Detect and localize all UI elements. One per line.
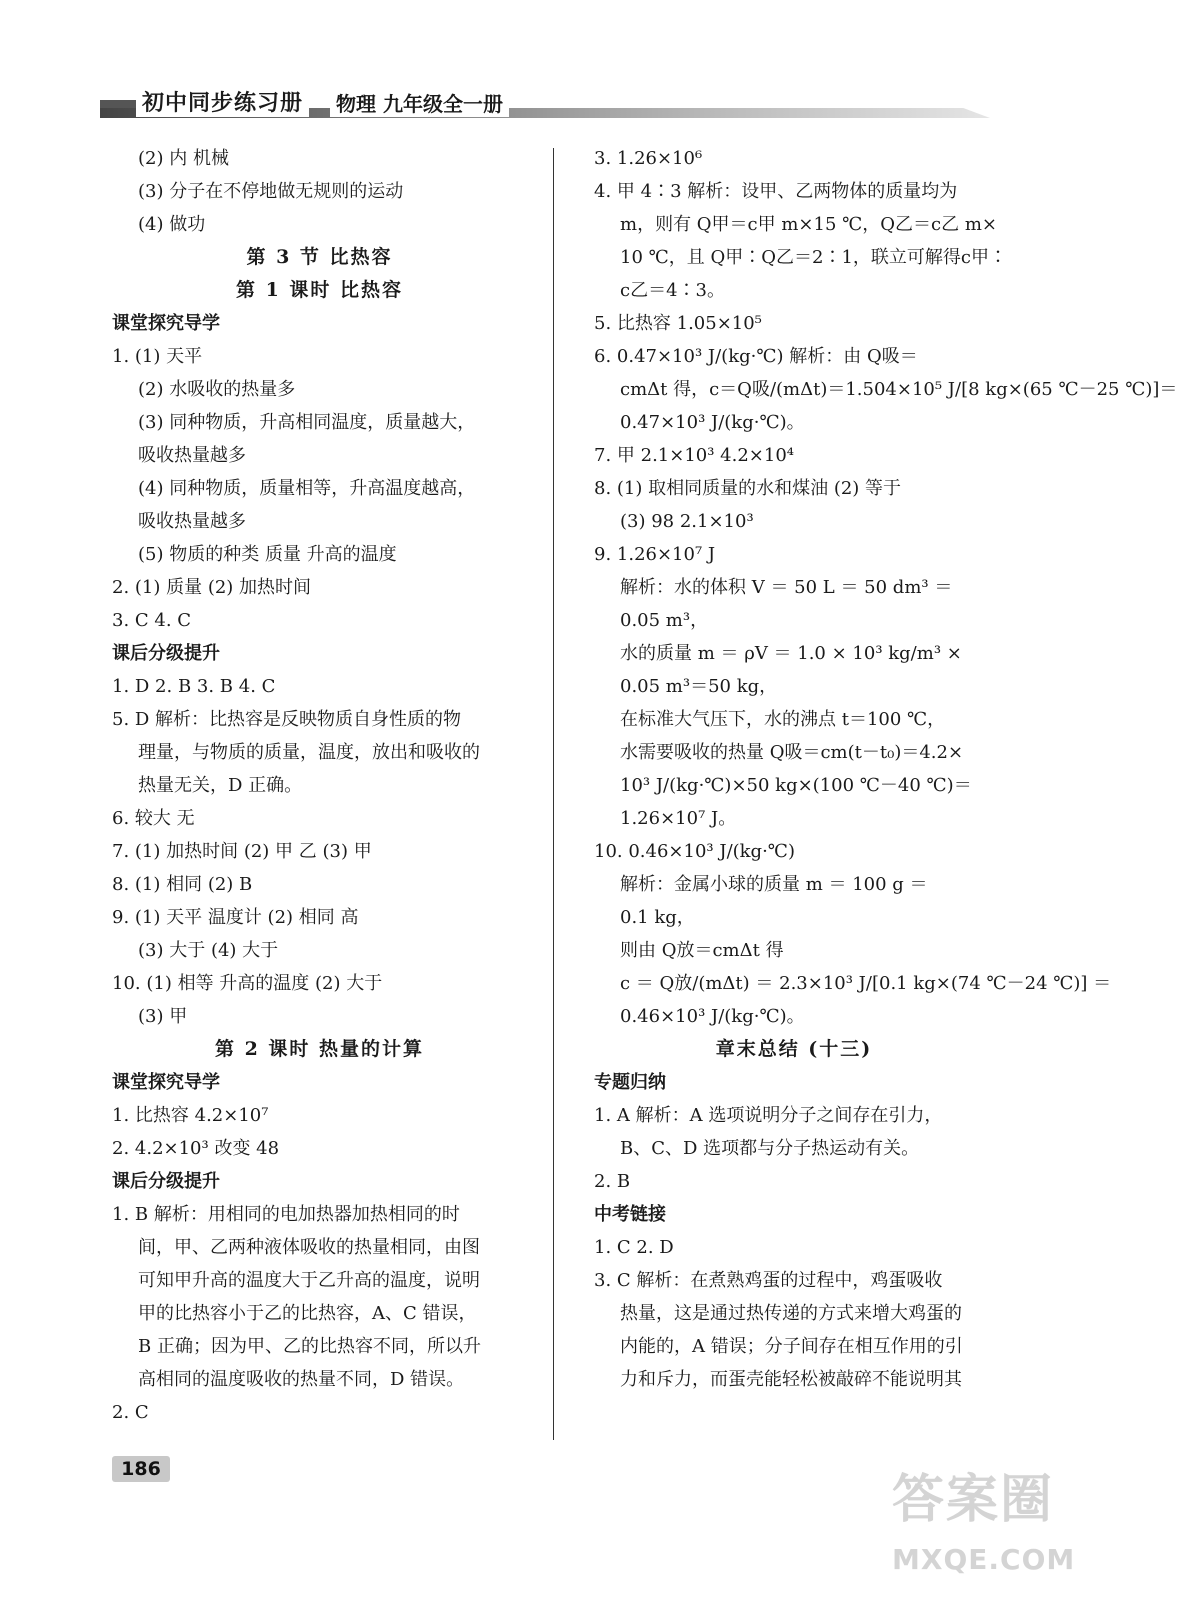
subject-title: 物理 九年级全一册	[330, 88, 509, 117]
right-column-line: 5. 比热容 1.05×10⁵	[594, 313, 762, 334]
right-column-line: 热量，这是通过热传递的方式来增大鸡蛋的	[620, 1303, 962, 1324]
left-column-line: (3) 大于 (4) 大于	[138, 940, 279, 961]
right-column-line: 3. 1.26×10⁶	[594, 148, 703, 169]
page-number: 186	[112, 1456, 170, 1482]
right-column-line: B、C、D 选项都与分子热运动有关。	[620, 1138, 920, 1159]
right-column-line: 0.05 m³＝50 kg，	[620, 676, 778, 697]
right-column-line: 则由 Q放＝cmΔt 得	[620, 940, 784, 961]
left-column-line: 7. (1) 加热时间 (2) 甲 乙 (3) 甲	[112, 841, 372, 862]
left-column-line: (4) 做功	[138, 214, 206, 235]
right-column-line: 中考链接	[594, 1204, 666, 1225]
right-column-line: 0.46×10³ J/(kg·℃)。	[620, 1006, 805, 1027]
watermark-logo	[892, 1460, 1082, 1595]
right-column-line: 1. A 解析：A 选项说明分子之间存在引力，	[594, 1105, 943, 1126]
right-column-line: 在标准大气压下，水的沸点 t＝100 ℃，	[620, 709, 946, 730]
left-column-line: 第 1 课时 比热容	[235, 279, 404, 301]
right-column-line: 解析：金属小球的质量 m ＝ 100 g ＝	[620, 874, 928, 895]
left-column-line: 甲的比热容小于乙的比热容，A、C 错误，	[138, 1303, 477, 1324]
right-column-line: 7. 甲 2.1×10³ 4.2×10⁴	[594, 445, 794, 466]
left-column-line: (3) 同种物质，升高相同温度，质量越大，	[138, 412, 476, 433]
series-title: 初中同步练习册	[136, 86, 309, 117]
right-column-line: cmΔt 得，c＝Q吸/(mΔt)＝1.504×10⁵ J/[8 kg×(65 ℃－25 ℃)]＝	[620, 379, 1177, 400]
left-column-line: (2) 水吸收的热量多	[138, 379, 296, 400]
left-column-line: (3) 甲	[138, 1006, 188, 1027]
header-accent	[100, 100, 140, 108]
right-column-line: 章末总结 (十三)	[715, 1038, 873, 1060]
left-column-line: 10. (1) 相等 升高的温度 (2) 大于	[112, 973, 383, 994]
right-column-line: 3. C 解析：在煮熟鸡蛋的过程中，鸡蛋吸收	[594, 1270, 943, 1291]
left-column-line: 吸收热量越多	[138, 445, 246, 466]
right-column-line: c ＝ Q放/(mΔt) ＝ 2.3×10³ J/[0.1 kg×(74 ℃－24 ℃)] ＝	[620, 973, 1112, 994]
left-column-line: 6. 较大 无	[112, 808, 195, 829]
left-column-line: 2. 4.2×10³ 改变 48	[112, 1138, 280, 1159]
right-column-line: 0.47×10³ J/(kg·℃)。	[620, 412, 805, 433]
left-column-line: 第 2 课时 热量的计算	[214, 1038, 425, 1060]
left-column-line: 间，甲、乙两种液体吸收的热量相同，由图	[138, 1237, 480, 1258]
left-column-line: 2. C	[112, 1402, 149, 1423]
page-header	[100, 86, 990, 126]
left-column-line: 1. 比热容 4.2×10⁷	[112, 1105, 269, 1126]
left-column	[112, 142, 527, 1429]
left-column-line: 8. (1) 相同 (2) B	[112, 874, 253, 895]
watermark-line2: MXQE.COM	[892, 1543, 1076, 1576]
right-column-line: m，则有 Q甲＝c甲 m×15 ℃，Q乙＝c乙 m×	[620, 214, 997, 235]
right-column	[594, 142, 1177, 1396]
right-column-line: 水需要吸收的热量 Q吸＝cm(t－t₀)＝4.2×	[620, 742, 964, 763]
left-column-line: 理量，与物质的质量，温度，放出和吸收的	[138, 742, 480, 763]
right-column-line: 专题归纳	[594, 1072, 666, 1093]
right-column-line: 6. 0.47×10³ J/(kg·℃) 解析：由 Q吸＝	[594, 346, 918, 367]
left-column-line: 1. B 解析：用相同的电加热器加热相同的时	[112, 1204, 460, 1225]
left-column-line: 2. (1) 质量 (2) 加热时间	[112, 577, 312, 598]
right-column-line: 4. 甲 4∶3 解析：设甲、乙两物体的质量均为	[594, 181, 958, 202]
left-column-line: (3) 分子在不停地做无规则的运动	[138, 181, 404, 202]
right-column-line: 10 ℃，且 Q甲∶Q乙＝2∶1，联立可解得c甲∶	[620, 247, 1007, 268]
right-column-line: 0.05 m³，	[620, 610, 709, 631]
column-divider	[553, 148, 554, 1440]
left-column-line: 可知甲升高的温度大于乙升高的温度，说明	[138, 1270, 480, 1291]
left-column-line: 1. (1) 天平	[112, 346, 203, 367]
right-column-line: 1. C 2. D	[594, 1237, 674, 1258]
left-column-line: 课堂探究导学	[112, 313, 220, 334]
right-column-line: 10³ J/(kg·℃)×50 kg×(100 ℃－40 ℃)＝	[620, 775, 972, 796]
right-column-line: 10. 0.46×10³ J/(kg·℃)	[594, 841, 795, 862]
left-column-line: (2) 内 机械	[138, 148, 229, 169]
right-column-line: 力和斥力，而蛋壳能轻松被敲碎不能说明其	[620, 1369, 962, 1390]
left-column-line: 3. C 4. C	[112, 610, 192, 631]
right-column-line: 1.26×10⁷ J。	[620, 808, 737, 829]
left-column-line: 5. D 解析：比热容是反映物质自身性质的物	[112, 709, 462, 730]
left-column-line: 课堂探究导学	[112, 1072, 220, 1093]
left-column-line: 9. (1) 天平 温度计 (2) 相同 高	[112, 907, 359, 928]
left-column-line: (5) 物质的种类 质量 升高的温度	[138, 544, 397, 565]
right-column-line: c乙＝4∶3。	[620, 280, 725, 301]
left-column-line: 课后分级提升	[112, 643, 220, 664]
left-column-line: 吸收热量越多	[138, 511, 246, 532]
right-column-line: 0.1 kg，	[620, 907, 695, 928]
right-column-line: 2. B	[594, 1171, 631, 1192]
right-column-line: 8. (1) 取相同质量的水和煤油 (2) 等于	[594, 478, 902, 499]
left-column-line: 课后分级提升	[112, 1171, 220, 1192]
left-column-line: 第 3 节 比热容	[246, 246, 393, 268]
watermark-line1: 答案圈	[892, 1470, 1055, 1530]
left-column-line: 热量无关，D 正确。	[138, 775, 303, 796]
right-column-line: 9. 1.26×10⁷ J	[594, 544, 716, 565]
right-column-line: 内能的，A 错误；分子间存在相互作用的引	[620, 1336, 963, 1357]
right-column-line: 水的质量 m ＝ ρV ＝ 1.0 × 10³ kg/m³ ×	[620, 643, 962, 664]
left-column-line: (4) 同种物质，质量相等，升高温度越高，	[138, 478, 476, 499]
right-column-line: (3) 98 2.1×10³	[620, 511, 754, 532]
left-column-line: B 正确；因为甲、乙的比热容不同，所以升	[138, 1336, 481, 1357]
left-column-line: 1. D 2. B 3. B 4. C	[112, 676, 276, 697]
left-column-line: 高相同的温度吸收的热量不同，D 错误。	[138, 1369, 465, 1390]
right-column-line: 解析：水的体积 V ＝ 50 L ＝ 50 dm³ ＝	[620, 577, 953, 598]
